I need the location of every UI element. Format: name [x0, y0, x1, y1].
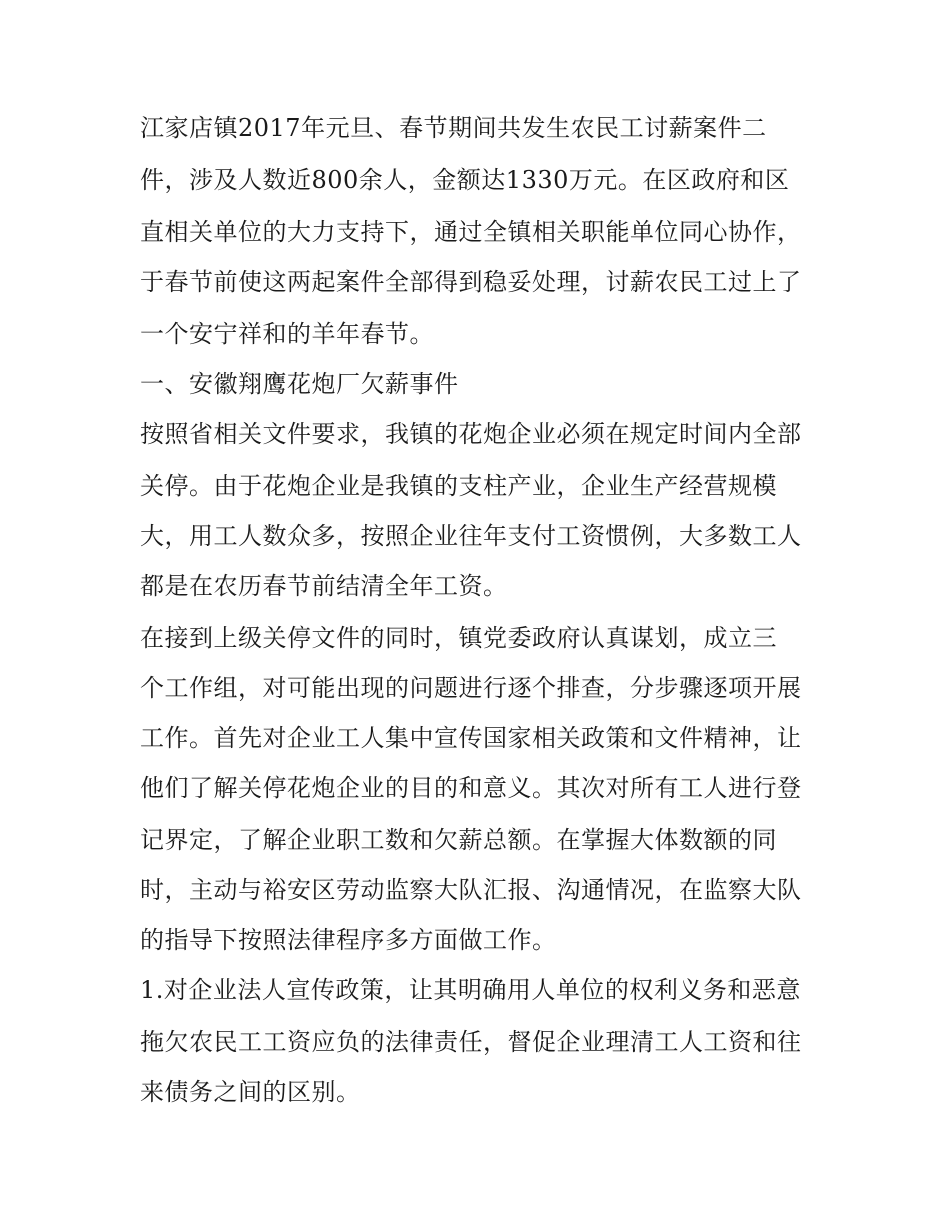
text-line: 直相关单位的大力支持下，通过全镇相关职能单位同心协作， [140, 218, 802, 246]
text-line: 件，涉及人数近800余人，金额达1330万元。在区政府和区 [140, 166, 790, 194]
text-line: 按照省相关文件要求，我镇的花炮企业必须在规定时间内全部 [140, 420, 802, 448]
text-line: 他们了解关停花炮企业的目的和意义。其次对所有工人进行登 [140, 774, 802, 802]
text-line: 在接到上级关停文件的同时，镇党委政府认真谋划，成立三 [140, 624, 777, 652]
text-line: 1.对企业法人宣传政策，让其明确用人单位的权利义务和恶意 [140, 976, 801, 1004]
text-line: 时，主动与裕安区劳动监察大队汇报、沟通情况，在监察大队 [140, 876, 802, 904]
section-heading: 一、安徽翔鹰花炮厂欠薪事件 [140, 370, 459, 398]
text-line: 关停。由于花炮企业是我镇的支柱产业，企业生产经营规模 [140, 472, 777, 500]
text-line: 都是在农历春节前结清全年工资。 [140, 572, 508, 600]
text-line: 于春节前使这两起案件全部得到稳妥处理，讨薪农民工过上了 [140, 268, 802, 296]
text-line: 工作。首先对企业工人集中宣传国家相关政策和文件精神，让 [140, 724, 802, 752]
text-line: 记界定，了解企业职工数和欠薪总额。在掌握大体数额的同 [140, 826, 777, 854]
text-line: 大，用工人数众多，按照企业往年支付工资惯例，大多数工人 [140, 522, 802, 550]
text-line: 来债务之间的区别。 [140, 1078, 361, 1106]
text-line: 个工作组，对可能出现的问题进行逐个排查，分步骤逐项开展 [140, 674, 802, 702]
text-line: 江家店镇2017年元旦、春节期间共发生农民工讨薪案件二 [140, 114, 767, 142]
text-line: 拖欠农民工工资应负的法律责任，督促企业理清工人工资和往 [140, 1028, 802, 1056]
text-line: 的指导下按照法律程序多方面做工作。 [140, 926, 557, 954]
text-line: 一个安宁祥和的羊年春节。 [140, 320, 434, 348]
